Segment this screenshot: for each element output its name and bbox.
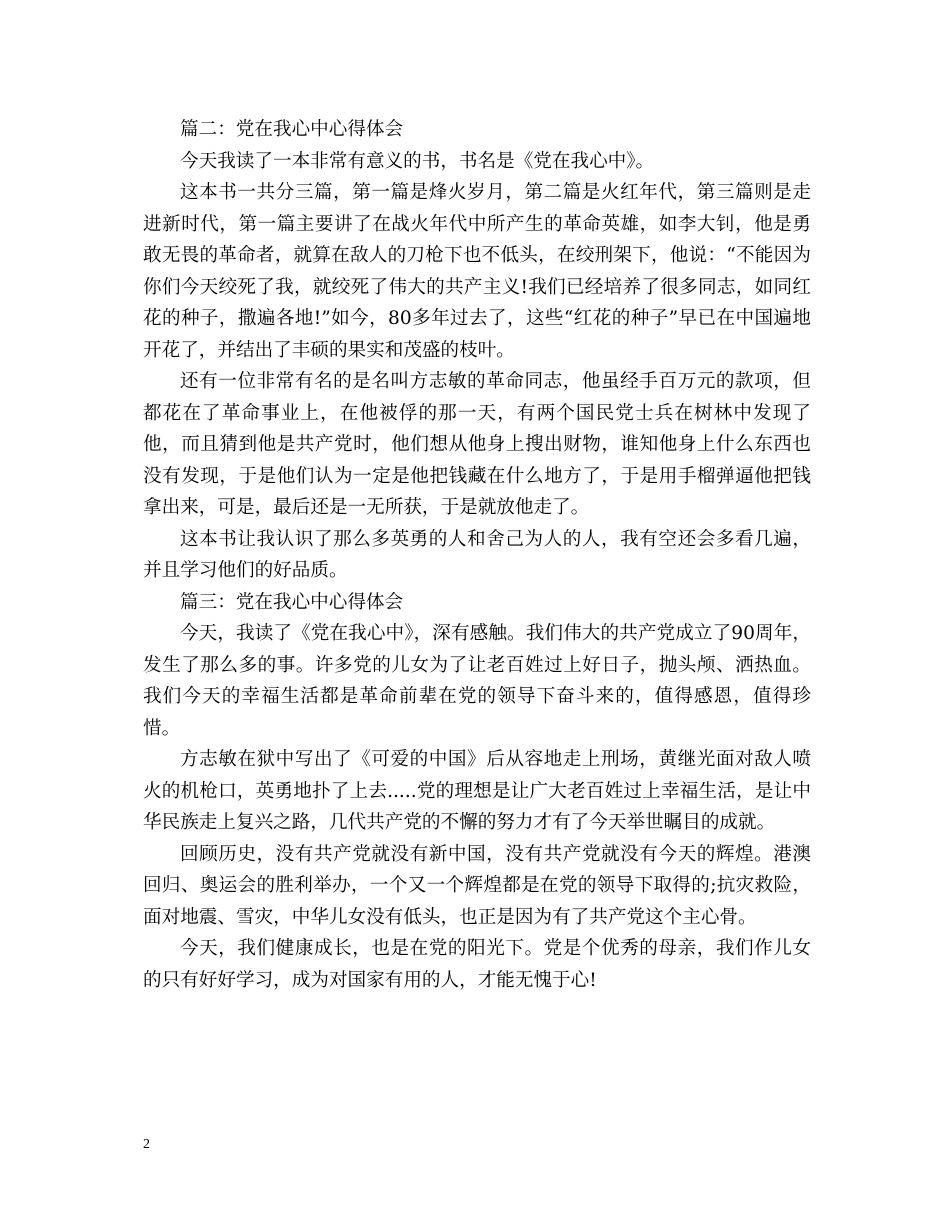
section-heading-2: 篇二：党在我心中心得体会 (180, 119, 404, 140)
page-number: 2 (143, 1137, 150, 1152)
paragraph: 这本书一共分三篇，第一篇是烽火岁月，第二篇是火红年代，第三篇则是走进新时代，第一篇主要讲了在战火年代中所产生的革命英雄，如李大钊，他是勇敢无畏的革命者，就算在敌人的刀枪下也不低头，在绞刑架下，他说：“不能因为你们今天绞死了我，就绞死了伟大的共产主义!我们已经培养了很多同志，如同红花的种子，撒遍各地!”如今，80多年过去了，这些“红花的种子”早已在中国遍地开花了，并结出了丰硕的果实和茂盛的枝叶。 (143, 182, 811, 361)
paragraph: 今天，我读了《党在我心中》，深有感触。我们伟大的共产党成立了90周年，发生了那么多的事。许多党的儿女为了让老百姓过上好日子，抛头颅、洒热血。我们今天的幸福生活都是革命前辈在党的领导下奋斗来的，值得感恩，值得珍惜。 (143, 623, 811, 739)
paragraph: 回顾历史，没有共产党就没有新中国，没有共产党就没有今天的辉煌。港澳回归、奥运会的胜利举办，一个又一个辉煌都是在党的领导下取得的;抗灾救险，面对地震、雪灾，中华儿女没有低头，也正是因为有了共产党这个主心骨。 (143, 843, 811, 928)
section-heading-3: 篇三：党在我心中心得体会 (180, 591, 404, 613)
paragraph: 今天，我们健康成长，也是在党的阳光下。党是个优秀的母亲，我们作儿女的只有好好学习，成为对国家有用的人，才能无愧于心! (143, 938, 811, 991)
paragraph: 方志敏在狱中写出了《可爱的中国》后从容地走上刑场，黄继光面对敌人喷火的机枪口，英勇地扑了上去.....党的理想是让广大老百姓过上幸福生活，是让中华民族走上复兴之路，几代共产党的不懈的努力才有了今天举世瞩目的成就。 (143, 749, 811, 833)
document-body (143, 114, 811, 996)
paragraph: 这本书让我认识了那么多英勇的人和舍己为人的人，我有空还会多看几遍，并且学习他们的好品质。 (143, 528, 811, 581)
paragraph: 还有一位非常有名的是名叫方志敏的革命同志，他虽经手百万元的款项，但都花在了革命事业上，在他被俘的那一天，有两个国民党士兵在树林中发现了他，而且猜到他是共产党时，他们想从他身上搜出财物，谁知他身上什么东西也没有发现，于是他们认为一定是他把钱藏在什么地方了，于是用手榴弹逼他把钱拿出来，可是，最后还是一无所获，于是就放他走了。 (143, 371, 811, 518)
paragraph: 今天我读了一本非常有意义的书，书名是《党在我心中》。 (180, 150, 655, 172)
